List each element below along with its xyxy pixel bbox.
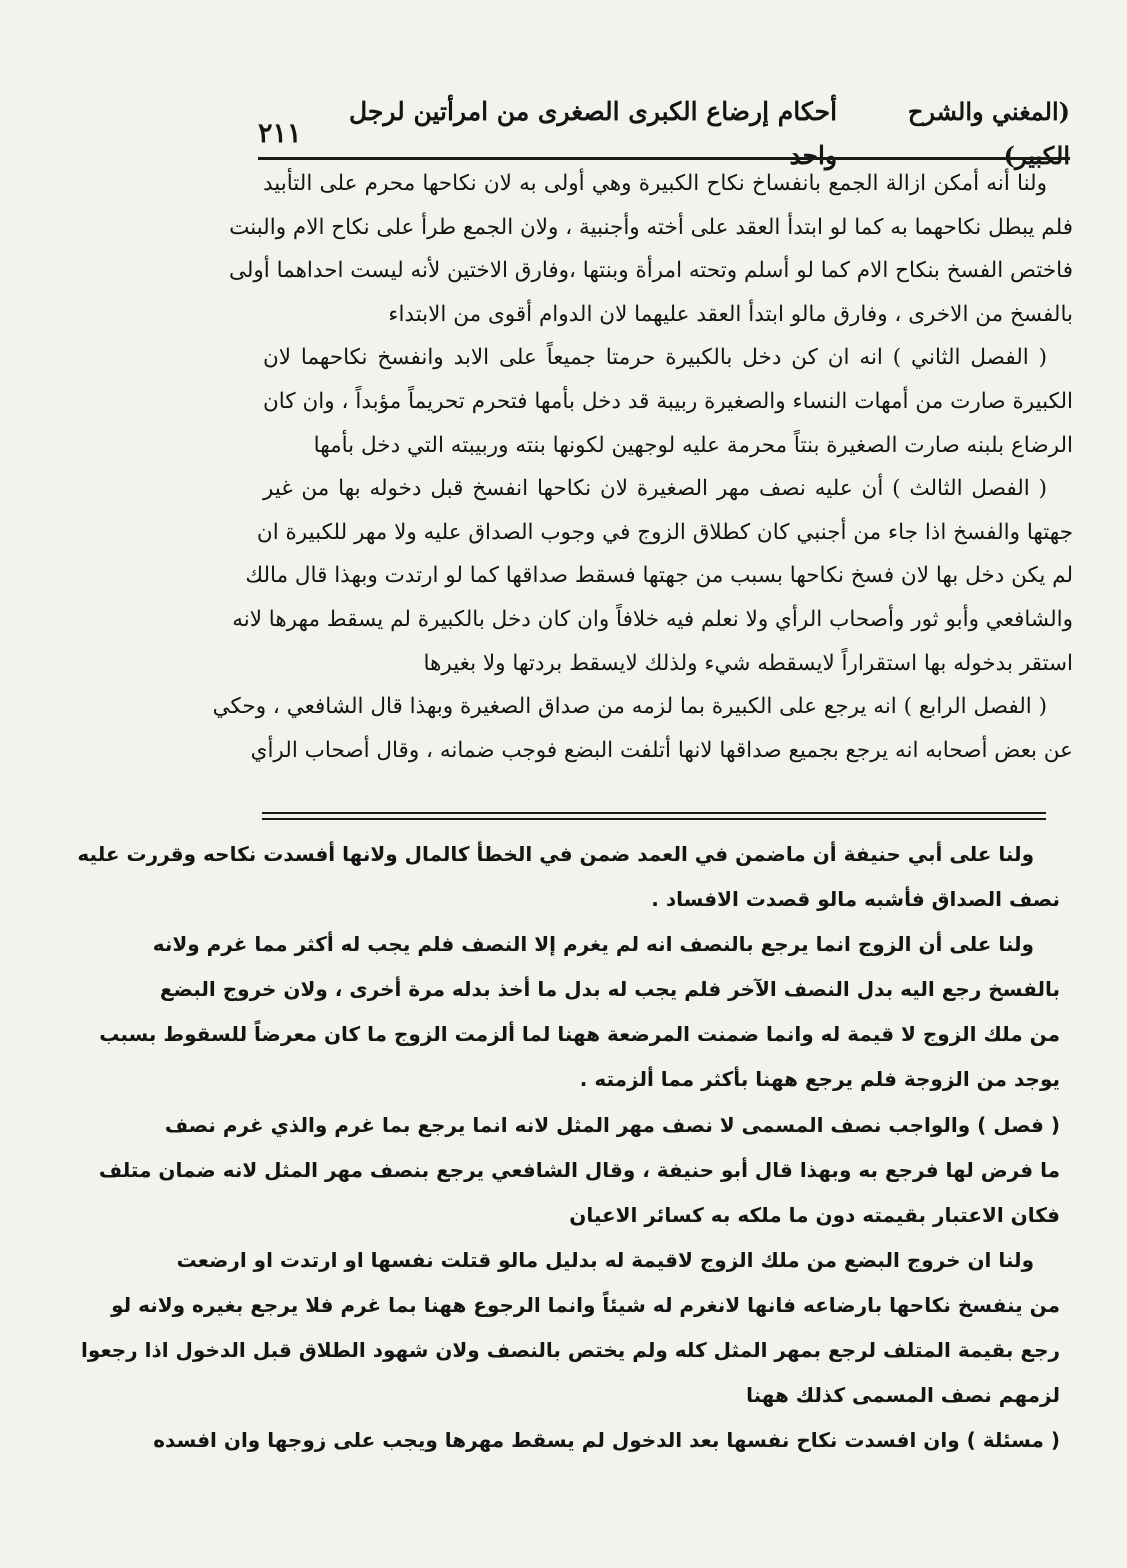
main-text-block (212, 162, 1073, 772)
text-line: ولنا على أبي حنيفة أن ماضمن في العمد ضمن في الخطأ كالمال ولانها أفسدت نكاحه وقررت عليه (77, 842, 1034, 866)
text-line: ( فصل ) والواجب نصف المسمى لا نصف مهر المثل لانه انما يرجع بما غرم والذي غرم نصف (164, 1112, 1060, 1137)
section-divider (262, 818, 1046, 820)
commentary-text-block (77, 832, 1060, 1463)
text-line: فكان الاعتبار بقيمته دون ما ملكه به كسائر الاعيان (569, 1202, 1060, 1227)
text-line: رجع بقيمة المتلف لرجع بمهر المثل كله ولم يختص بالنصف ولان شهود الطلاق قبل الدخول اذا رجعوا (81, 1338, 1060, 1363)
text-line: ولنا أنه أمكن ازالة الجمع بانفساخ نكاح الكبيرة وهي أولى به لان نكاحها محرم على التأبيد (263, 171, 1047, 196)
text-line: الرضاع بلبنه صارت الصغيرة بنتاً محرمة عليه لوجهين لكونها بنته وربيبته التي دخل بأمها (313, 432, 1073, 458)
page-number: ٢١١ (258, 118, 302, 149)
section-divider (262, 812, 1046, 814)
text-line: من ملك الزوج لا قيمة له وانما ضمنت المرضعة ههنا لما ألزمت الزوج ما كان معرضاً للسقوط بسبب (99, 1022, 1060, 1047)
text-line: ( مسئلة ) وان افسدت نكاح نفسها بعد الدخول لم يسقط مهرها ويجب على زوجها وان افسده (153, 1428, 1060, 1453)
text-line: عن بعض أصحابه انه يرجع بجميع صداقها لانها أتلفت البضع فوجب ضمانه ، وقال أصحاب الرأي (250, 737, 1073, 763)
text-line: جهتها والفسخ اذا جاء من أجنبي كان كطلاق الزوج في وجوب الصداق عليه ولا مهر للكبيرة ان (256, 519, 1073, 545)
book-title: (المغني والشرح الكبير) (907, 97, 1070, 170)
text-line: لزمهم نصف المسمى كذلك ههنا (746, 1383, 1060, 1408)
text-line: فاختص الفسخ بنكاح الام كما لو أسلم وتحته امرأة وبنتها ،وفارق الاختين لأنه ليست احداهما أولى (228, 258, 1073, 284)
text-line: الكبيرة صارت من أمهات النساء والصغيرة ربيبة قد دخل بأمها فتحرم تحريماً مؤبداً ، وان كان (263, 388, 1073, 414)
text-line: بالفسخ من الاخرى ، وفارق مالو ابتدأ العقد عليهما لان الدوام أقوى من الابتداء (388, 301, 1073, 327)
chapter-title: أحكام إرضاع الكبرى الصغرى من امرأتين لرجل واحد (348, 97, 838, 170)
text-line: ما فرض لها فرجع به وبهذا قال أبو حنيفة ، وقال الشافعي يرجع بنصف مهر المثل لانه ضمان متلف (98, 1157, 1060, 1182)
text-line: من ينفسخ نكاحها بارضاعه فانها لانغرم له شيئاً وانما الرجوع ههنا بما غرم فلا يرجع بغيره ولانه لو (111, 1292, 1060, 1317)
text-line: يوجد من الزوجة فلم يرجع ههنا بأكثر مما ألزمته . (579, 1067, 1060, 1092)
text-line: والشافعي وأبو ثور وأصحاب الرأي ولا نعلم فيه خلافاً وان كان دخل بالكبيرة لم يسقط مهرها لانه (232, 606, 1073, 632)
text-line: استقر بدخوله بها استقراراً لايسقطه شيء ولذلك لايسقط بردتها ولا بغيرها (423, 650, 1073, 676)
text-line: ولنا ان خروج البضع من ملك الزوج لاقيمة له بدليل مالو قتلت نفسها او ارتدت او ارضعت (176, 1247, 1034, 1272)
running-header (258, 97, 1070, 170)
header-rule (258, 157, 1070, 160)
text-line: ولنا على أن الزوج انما يرجع بالنصف انه لم يغرم إلا النصف فلم يجب له أكثر مما غرم ولانه (152, 932, 1034, 957)
text-line: ( الفصل الثالث ) أن عليه نصف مهر الصغيرة لان نكاحها انفسخ قبل دخوله بها من غير (263, 476, 1047, 502)
text-line: بالفسخ رجع اليه بدل النصف الآخر فلم يجب له بدل ما أخذ بدله مرة أخرى ، ولان خروج البضع (159, 977, 1060, 1002)
text-line: ( الفصل الرابع ) انه يرجع على الكبيرة بما لزمه من صداق الصغيرة وبهذا قال الشافعي ، وحكي (212, 694, 1047, 720)
text-line: لم يكن دخل بها لان فسخ نكاحها بسبب من جهتها فسقط صداقها كما لو ارتدت وبهذا قال مالك (245, 563, 1073, 589)
text-line: نصف الصداق فأشبه مالو قصدت الافساد . (651, 887, 1060, 912)
text-line: ( الفصل الثاني ) انه ان كن دخل بالكبيرة حرمتا جميعاً على الابد وانفسخ نكاحهما لان (263, 345, 1047, 371)
text-line: فلم يبطل نكاحهما به كما لو ابتدأ العقد على أخته وأجنبية ، ولان الجمع طرأ على نكاح الام والبنت (229, 214, 1073, 240)
